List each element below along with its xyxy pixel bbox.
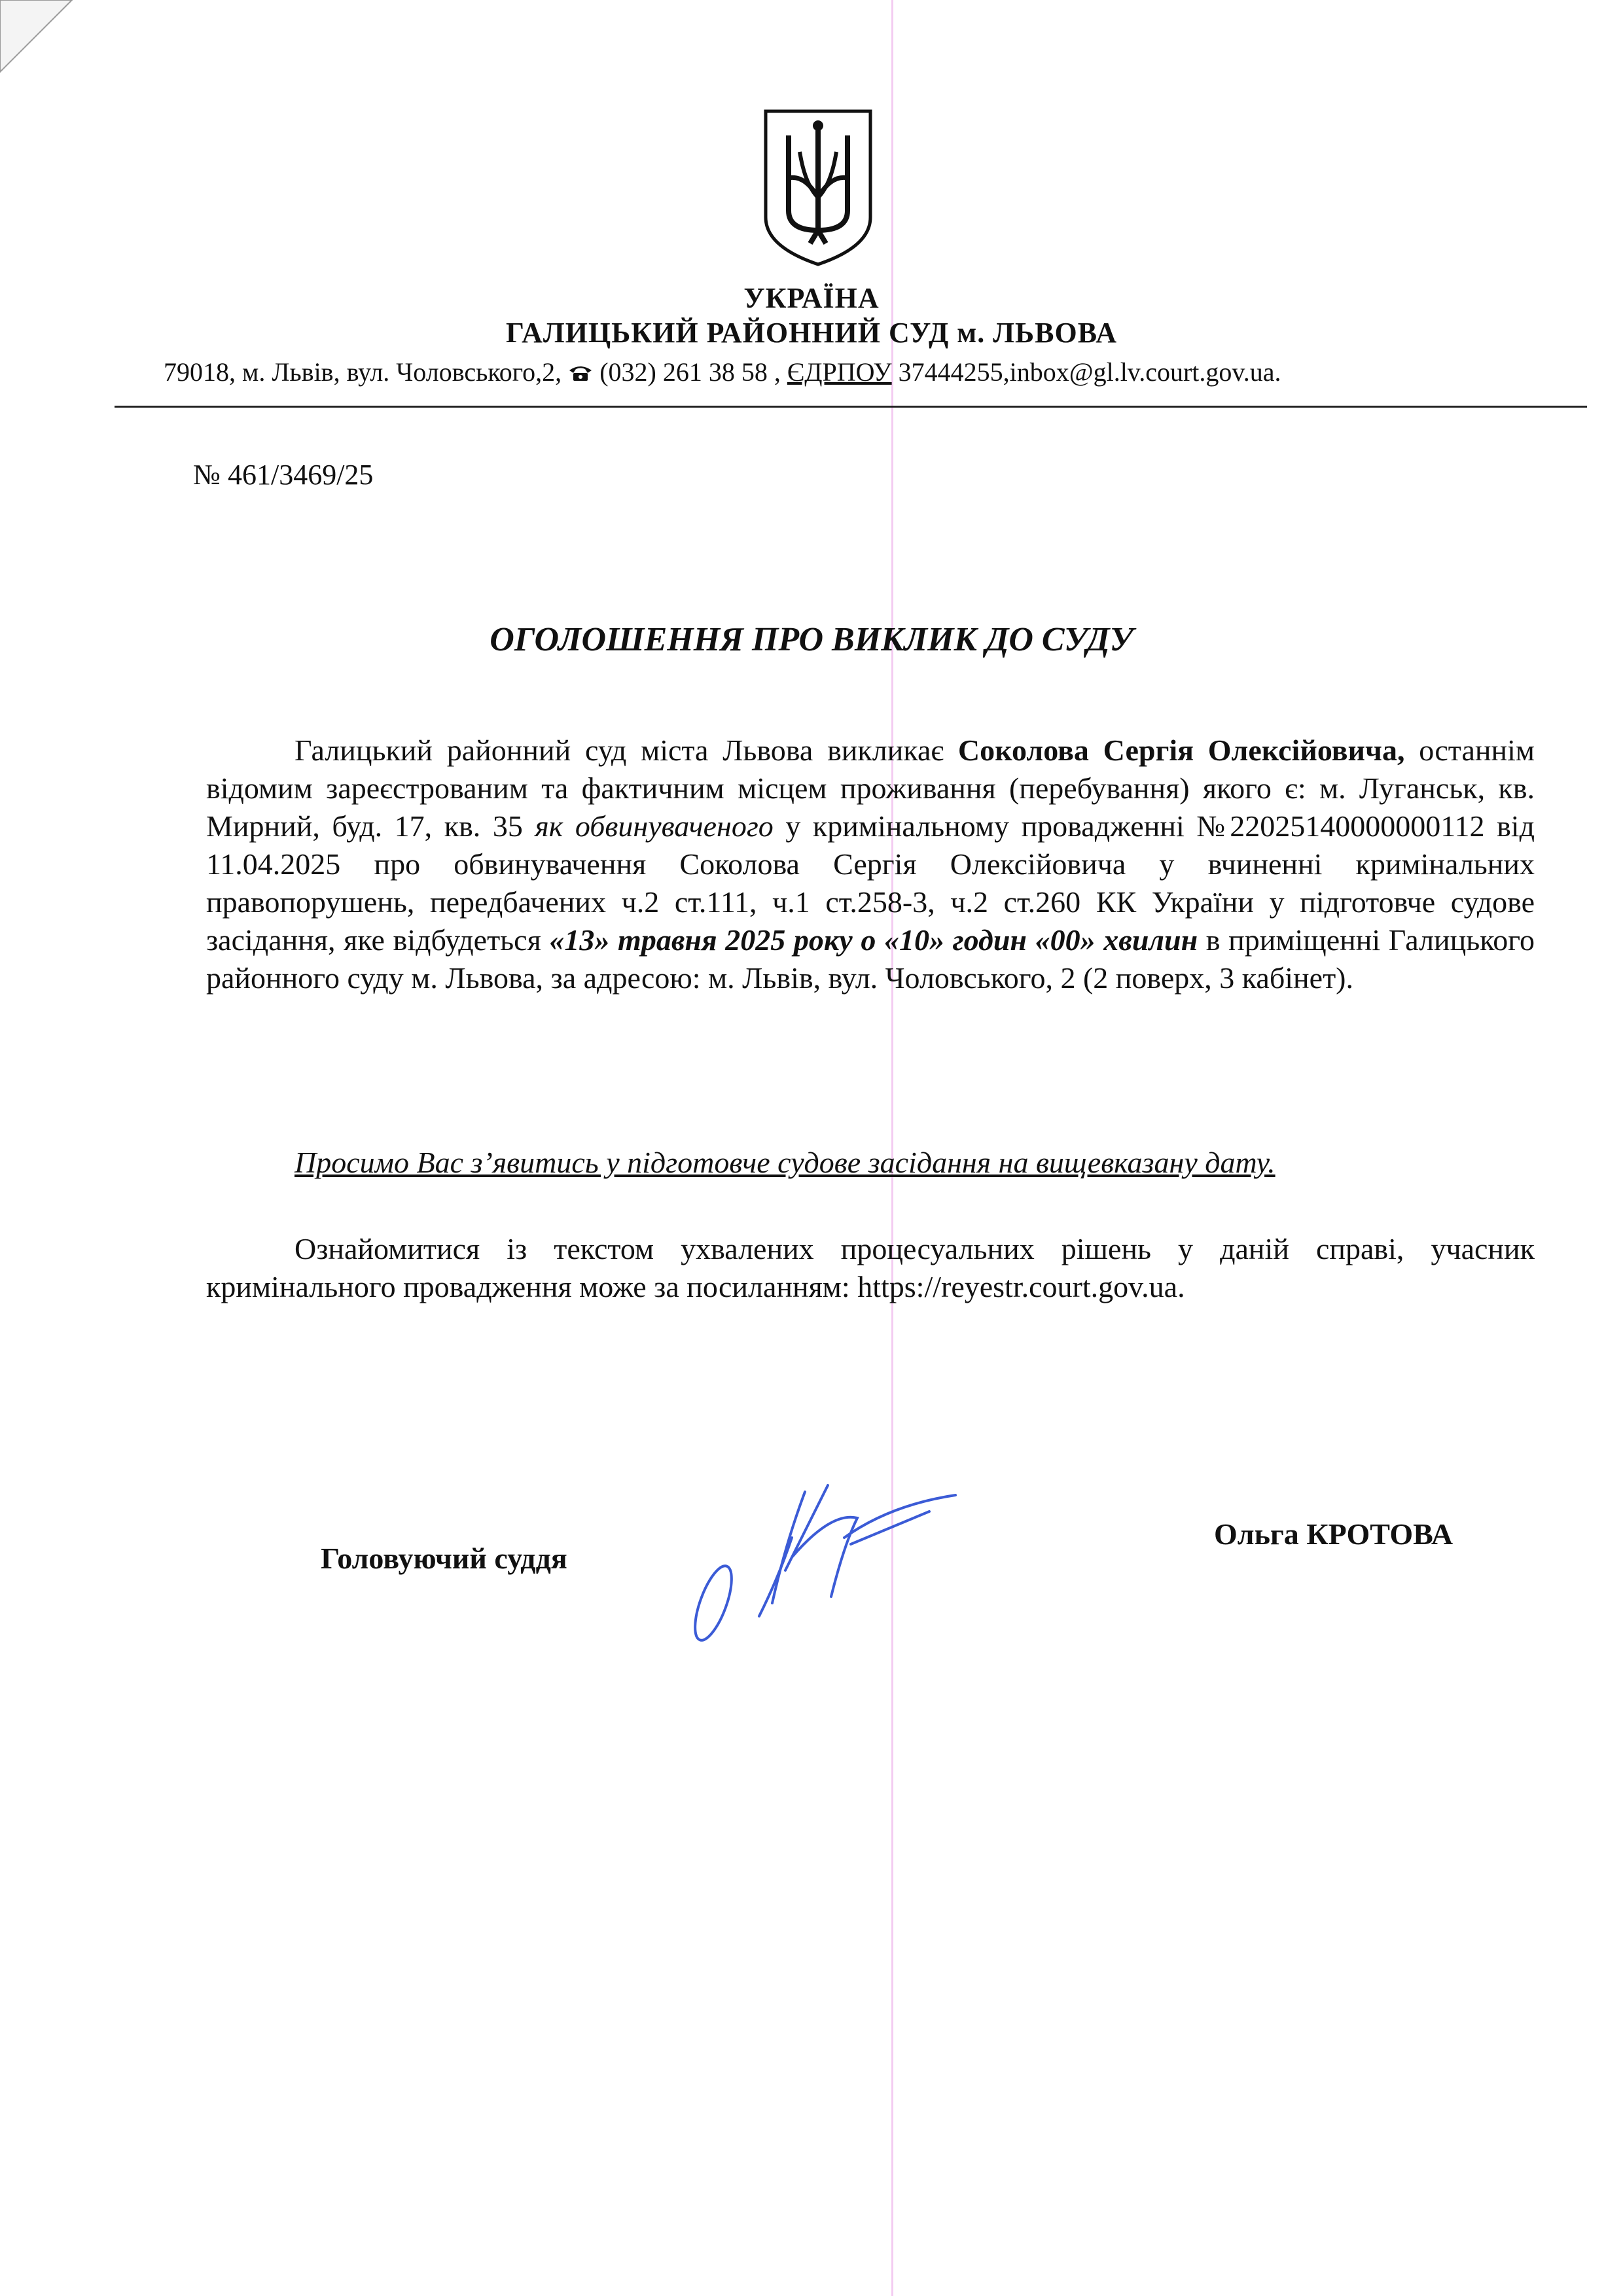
p1-text-1: Галицький районний суд міста Львова викликає [294, 733, 958, 767]
judge-name: Ольга КРОТОВА [1214, 1517, 1454, 1551]
country-heading: УКРАЇНА [743, 282, 880, 314]
p1-text-2: останнім відомим зареєстрованим та фактичним місцем проживання (перебування) якого є: м. Луганськ, кв. Мирний, буд. 17, кв. 35 [206, 733, 1535, 843]
phone-icon [568, 364, 593, 382]
defendant-role: як обвинуваченого [535, 809, 774, 843]
defendant-name: Соколова Сергія Олексійовича, [957, 733, 1405, 767]
coat-of-arms-icon [759, 106, 877, 270]
corner-fold-mark [0, 0, 79, 79]
header-divider [115, 406, 1587, 408]
registry-end: . [1177, 1270, 1185, 1303]
registry-link[interactable]: https://reyestr.court.gov.ua [857, 1270, 1178, 1303]
summons-paragraph [206, 732, 1535, 997]
p1-text-3: у кримінальному провадженні №22025140000000112 від 11.04.2025 про обвинувачення Соколова Сергія Олексійовича у вчиненні кримінальних правопорушень, передбачених ч.2 ст.111, ч.1 ст.258-3, ч.2 ст.260 КК України у підготовче судове засідання, яке відбудеться [206, 809, 1535, 957]
registry-text: Ознайомитися із текстом ухвалених процесуальних рішень у даній справі, учасник кримінального провадження може за посиланням: [206, 1232, 1535, 1303]
handwritten-signature [681, 1466, 1021, 1675]
phone-number: (032) 261 38 58 , [599, 357, 781, 387]
request-text: Просимо Вас з’явитись у підготовче судове засідання на вищевказану дату. [294, 1146, 1275, 1179]
judge-role: Головуючий суддя [321, 1542, 567, 1575]
court-name-heading: ГАЛИЦЬКИЙ РАЙОННИЙ СУД м. ЛЬВОВА [505, 317, 1118, 349]
court-address-line [164, 357, 1281, 387]
hearing-datetime: «13» травня 2025 року о «10» годин «00» хвилин [549, 923, 1198, 957]
document-title: ОГОЛОШЕННЯ ПРО ВИКЛИК ДО СУДУ [490, 621, 1133, 658]
edrpou-and-email: 37444255,inbox@gl.lv.court.gov.ua. [891, 357, 1281, 387]
request-paragraph [206, 1144, 1535, 1182]
registry-paragraph [206, 1230, 1535, 1306]
p1-text-4: в приміщенні Галицького районного суду м. Львова, за адресою: м. Львів, вул. Чоловського, 2 (2 поверх, 3 кабінет). [206, 923, 1535, 995]
address-text: 79018, м. Львів, вул. Чоловського,2, [164, 357, 562, 387]
edrpou-label: ЄДРПОУ [787, 357, 892, 387]
document-number: № 461/3469/25 [193, 459, 374, 491]
